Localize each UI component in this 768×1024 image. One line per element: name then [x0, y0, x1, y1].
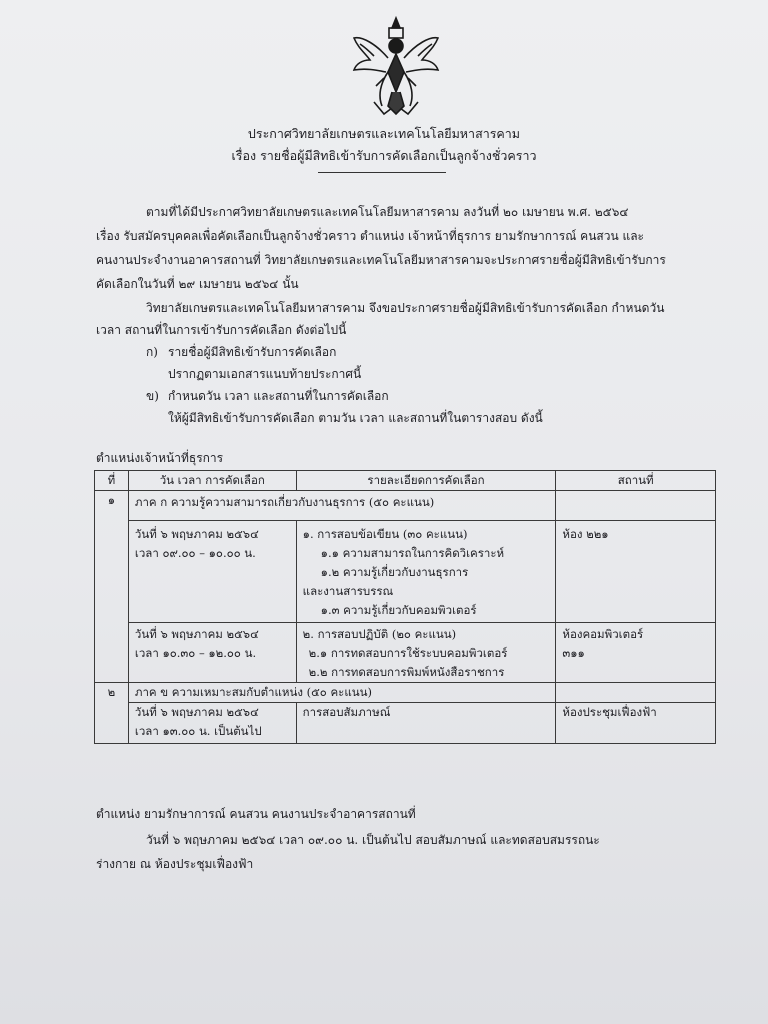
table-row — [95, 703, 716, 744]
header-detail: รายละเอียดการคัดเลือก — [296, 471, 556, 491]
session-place: ห้อง ๒๒๑ — [556, 521, 716, 623]
place-line: ๓๑๑ — [562, 646, 585, 660]
session-place — [556, 623, 716, 683]
item-b-title: กำหนดวัน เวลา และสถานที่ในการคัดเลือก — [168, 389, 389, 403]
section-heading: ภาค ข ความเหมาะสมกับตำแหน่ง (๕๐ คะแนน) — [128, 683, 555, 703]
header-place: สถานที่ — [556, 471, 716, 491]
section-heading: ภาค ก ความรู้ความสามารถเกี่ยวกับงานธุรการ (๕๐ คะแนน) — [128, 491, 555, 521]
position-2-line-2: ร่างกาย ณ ห้องประชุมเฟื่องฟ้า — [96, 857, 254, 871]
detail-line: ๑. การสอบข้อเขียน (๓๐ คะแนน) — [302, 527, 468, 541]
intro-line-2: เรื่อง รับสมัครบุคคลเพื่อคัดเลือกเป็นลูกจ้างชั่วคราว ตำแหน่ง เจ้าหน้าที่ธุรการ ยามรักษาการณ์ คนสวน และ — [96, 229, 645, 243]
item-a-title: รายชื่อผู้มีสิทธิเข้ารับการคัดเลือก — [168, 345, 337, 359]
place-line: ห้องคอมพิวเตอร์ — [562, 627, 644, 641]
session-date: วันที่ ๖ พฤษภาคม ๒๕๖๔ — [134, 705, 259, 719]
session-detail — [296, 623, 556, 683]
detail-line: และงานสารบรรณ — [302, 584, 394, 598]
body-line-1: วิทยาลัยเกษตรและเทคโนโลยีมหาสารคาม จึงขอประกาศรายชื่อผู้มีสิทธิเข้ารับการคัดเลือก กำหนดวัน — [146, 301, 665, 315]
session-time: เวลา ๐๙.๐๐ – ๑๐.๐๐ น. — [134, 546, 256, 560]
row-number: ๑ — [95, 491, 129, 683]
item-a-marker: ก) — [146, 345, 158, 359]
position-1-heading: ตำแหน่งเจ้าหน้าที่ธุรการ — [96, 451, 224, 465]
table-row — [95, 623, 716, 683]
detail-line: ๒. การสอบปฏิบัติ (๒๐ คะแนน) — [302, 627, 457, 641]
item-b-detail: ให้ผู้มีสิทธิเข้ารับการคัดเลือก ตามวัน เวลา และสถานที่ในตารางสอบ ดังนี้ — [168, 411, 543, 425]
table-row — [95, 491, 716, 521]
session-place: ห้องประชุมเฟื่องฟ้า — [556, 703, 716, 744]
garuda-emblem — [348, 14, 444, 120]
session-date-time — [128, 521, 296, 623]
table-row — [95, 683, 716, 703]
header-date-time: วัน เวลา การคัดเลือก — [128, 471, 296, 491]
session-date-time — [128, 703, 296, 744]
body-line-2: เวลา สถานที่ในการเข้ารับการคัดเลือก ดังต่อไปนี้ — [96, 323, 347, 337]
session-date: วันที่ ๖ พฤษภาคม ๒๕๖๔ — [134, 527, 259, 541]
session-time: เวลา ๑๓.๐๐ น. เป็นต้นไป — [134, 724, 262, 738]
schedule-table — [94, 470, 716, 744]
session-date: วันที่ ๖ พฤษภาคม ๒๕๖๔ — [134, 627, 259, 641]
detail-line: ๑.๓ ความรู้เกี่ยวกับคอมพิวเตอร์ — [320, 603, 477, 617]
row-number: ๒ — [95, 683, 129, 744]
detail-line: ๑.๑ ความสามารถในการคิดวิเคราะห์ — [320, 546, 505, 560]
session-date-time — [128, 623, 296, 683]
announcement-title: ประกาศวิทยาลัยเกษตรและเทคโนโลยีมหาสารคาม — [247, 126, 521, 141]
position-2-line-1: วันที่ ๖ พฤษภาคม ๒๕๖๔ เวลา ๐๙.๐๐ น. เป็นต้นไป สอบสัมภาษณ์ และทดสอบสมรรถนะ — [146, 833, 600, 847]
table-header-row — [95, 471, 716, 491]
intro-line-3: คนงานประจำงานอาคารสถานที่ วิทยาลัยเกษตรและเทคโนโลยีมหาสารคามจะประกาศรายชื่อผู้มีสิทธิเข้ารับการ — [96, 253, 666, 267]
session-detail: การสอบสัมภาษณ์ — [296, 703, 556, 744]
header-no: ที่ — [95, 471, 129, 491]
announcement-subject: เรื่อง รายชื่อผู้มีสิทธิเข้ารับการคัดเลือกเป็นลูกจ้างชั่วคราว — [231, 148, 537, 163]
intro-line-4: คัดเลือกในวันที่ ๒๙ เมษายน ๒๕๖๔ นั้น — [96, 277, 299, 291]
detail-line: ๒.๒ การทดสอบการพิมพ์หนังสือราชการ — [308, 665, 505, 679]
section-empty-cell — [556, 683, 716, 703]
item-b-marker: ข) — [146, 389, 159, 403]
session-time: เวลา ๑๐.๓๐ – ๑๒.๐๐ น. — [134, 646, 257, 660]
session-detail — [296, 521, 556, 623]
detail-line: ๒.๑ การทดสอบการใช้ระบบคอมพิวเตอร์ — [308, 646, 508, 660]
intro-line-1: ตามที่ได้มีประกาศวิทยาลัยเกษตรและเทคโนโลยีมหาสารคาม ลงวันที่ ๒๐ เมษายน พ.ศ. ๒๕๖๔ — [146, 205, 629, 219]
table-row — [95, 521, 716, 623]
header-divider — [318, 172, 446, 173]
item-a-detail: ปรากฏตามเอกสารแนบท้ายประกาศนี้ — [168, 367, 362, 381]
detail-line: ๑.๒ ความรู้เกี่ยวกับงานธุรการ — [320, 565, 469, 579]
section-empty-cell — [556, 491, 716, 521]
position-2-heading: ตำแหน่ง ยามรักษาการณ์ คนสวน คนงานประจำอาคารสถานที่ — [96, 807, 416, 821]
